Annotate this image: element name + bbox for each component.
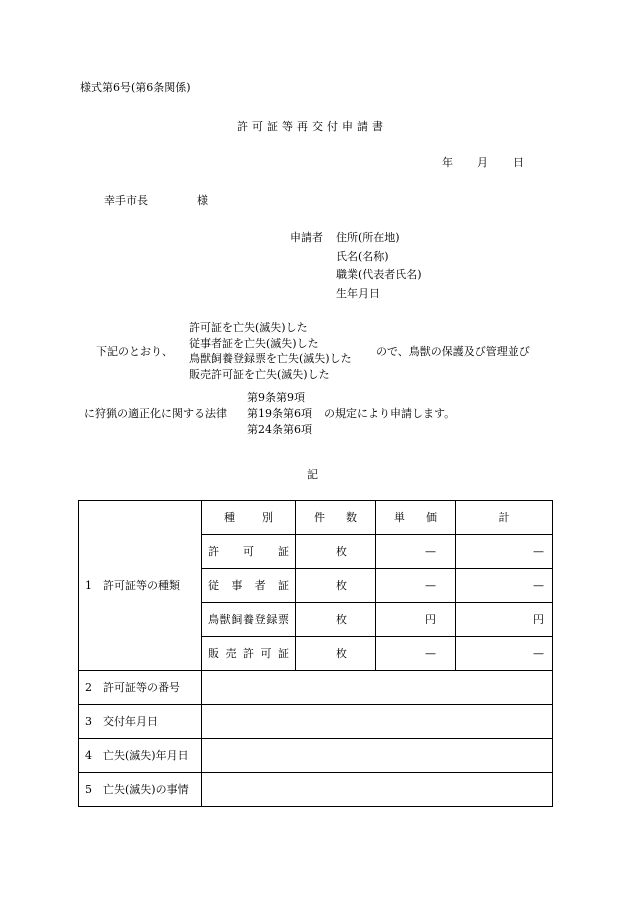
total-cell: —	[456, 637, 553, 671]
type-worker-cert: 従事者証	[208, 579, 289, 592]
total-cell: —	[456, 535, 553, 569]
column-header-total: 計	[456, 501, 553, 535]
addressee-suffix: 様	[197, 194, 208, 207]
record-heading: 記	[307, 468, 318, 481]
option-permit: 許可証を亡失(滅失)した	[189, 321, 308, 334]
applicant-occupation-label: 職業(代表者氏名)	[336, 268, 422, 281]
permit-reissue-table	[78, 500, 553, 807]
date-month-label: 月	[477, 156, 488, 169]
section2-label: 2 許可証等の番号	[79, 671, 202, 705]
body-continuation: ので、鳥獣の保護及び管理並び	[376, 345, 530, 358]
count-unit: 枚	[296, 637, 376, 671]
type-sales-permit: 販売許可証	[208, 647, 289, 660]
date-day-label: 日	[513, 156, 524, 169]
body-line2-prefix: に狩猟の適正化に関する法律	[84, 407, 227, 420]
applicant-address-label: 住所(所在地)	[336, 231, 400, 244]
addressee: 幸手市長	[104, 194, 148, 207]
unit-price-cell: 円	[376, 603, 456, 637]
form-title: 許可証等再交付申請書	[237, 120, 387, 133]
option-worker-cert: 従事者証を亡失(滅失)した	[189, 337, 319, 350]
unit-price-cell: —	[376, 535, 456, 569]
applicant-label: 申請者	[290, 231, 323, 244]
loss-date-field[interactable]	[202, 739, 553, 773]
table-row	[79, 739, 553, 773]
applicant-birthdate-label: 生年月日	[336, 287, 380, 300]
body-intro: 下記のとおり、	[96, 345, 173, 358]
section1-label: 1 許可証等の種類	[79, 501, 202, 671]
column-header-count: 件数	[314, 511, 357, 524]
unit-price-cell: —	[376, 569, 456, 603]
table-header-row	[79, 501, 553, 535]
type-registration: 鳥獣飼養登録票	[208, 613, 289, 626]
total-cell: 円	[456, 603, 553, 637]
total-cell: —	[456, 569, 553, 603]
column-header-unit-price: 単価	[394, 511, 437, 524]
body-line2-suffix: の規定により申請します。	[324, 407, 456, 420]
applicant-name-label: 氏名(名称)	[336, 250, 389, 263]
section3-label: 3 交付年月日	[79, 705, 202, 739]
date-year-label: 年	[442, 156, 453, 169]
count-unit: 枚	[296, 603, 376, 637]
permit-number-field[interactable]	[202, 671, 553, 705]
unit-price-cell: —	[376, 637, 456, 671]
article-24-6: 第24条第6項	[247, 423, 312, 436]
form-number: 様式第6号(第6条関係)	[80, 81, 191, 94]
count-unit: 枚	[296, 569, 376, 603]
column-header-type: 種別	[224, 511, 273, 524]
section4-label: 4 亡失(滅失)年月日	[79, 739, 202, 773]
option-registration: 鳥獣飼養登録票を亡失(滅失)した	[189, 352, 352, 365]
table-row	[79, 705, 553, 739]
article-9-9: 第9条第9項	[247, 391, 305, 404]
article-19-6: 第19条第6項	[247, 407, 312, 420]
section5-label: 5 亡失(滅失)の事情	[79, 773, 202, 807]
table-row	[79, 671, 553, 705]
count-unit: 枚	[296, 535, 376, 569]
loss-circumstances-field[interactable]	[202, 773, 553, 807]
issue-date-field[interactable]	[202, 705, 553, 739]
table-row	[79, 773, 553, 807]
option-sales-permit: 販売許可証を亡失(滅失)した	[189, 368, 330, 381]
type-permit: 許可証	[208, 545, 289, 558]
